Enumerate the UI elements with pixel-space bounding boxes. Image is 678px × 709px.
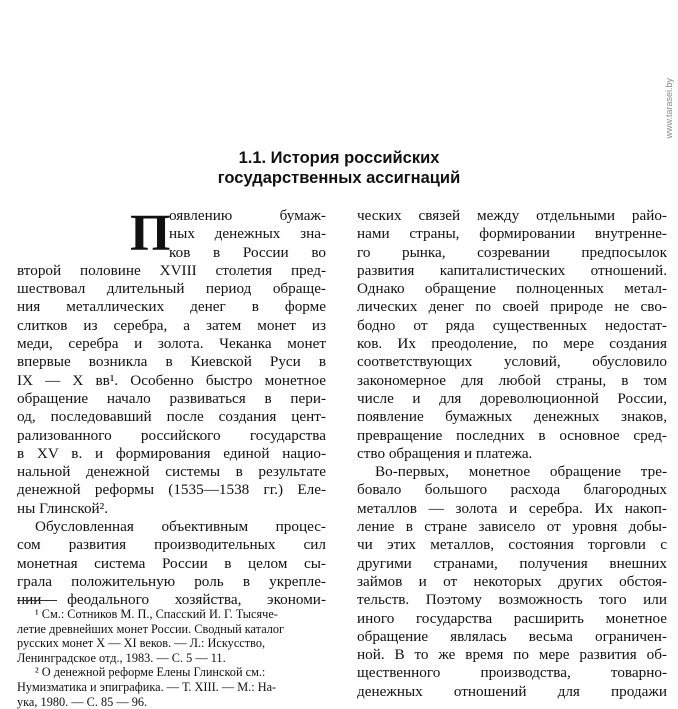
text-line: ны Глинской². bbox=[17, 499, 109, 517]
text-line: меди, серебра и золота. Чеканка монет bbox=[17, 335, 326, 353]
text-line: соответствующих условий, обусловило bbox=[357, 353, 667, 371]
heading-line: 1.1. История российских bbox=[238, 149, 440, 167]
text-line: Однако обращение полноценных метал- bbox=[357, 280, 667, 298]
text-line: щественного производства, товарно- bbox=[357, 664, 667, 682]
text-line: обращение являлась весьма ограничен- bbox=[357, 627, 667, 645]
text-line: другими странами, получения внешних bbox=[357, 554, 667, 572]
text-line: оявлению бумаж- bbox=[169, 207, 326, 224]
text-line: тельств. Поэтому возможность того или bbox=[357, 591, 667, 609]
text-line: займов и от некоторых других обстоя- bbox=[357, 572, 667, 590]
text-line: ния металлических денег в форме bbox=[17, 298, 326, 316]
text-line: металлов — золота и серебра. Их накоп- bbox=[357, 499, 667, 517]
text-line: Обусловленная объективным процес- bbox=[35, 518, 326, 536]
footnote-line: летие древнейших монет России. Сводный каталог bbox=[17, 621, 285, 636]
text-line: обращение начало развиваться в пери- bbox=[17, 389, 326, 407]
footnote-line: ¹ См.: Сотников М. П., Спасский И. Г. Тысяче- bbox=[35, 607, 278, 621]
text-line: бовало большого расхода благородных bbox=[357, 481, 667, 499]
text-line: монетная система России в целом сы- bbox=[17, 554, 326, 572]
text-line: IX — X вв¹. Особенно быстро монетное bbox=[17, 371, 326, 389]
text-line: денежной реформы (1535—1538 гг.) Еле- bbox=[17, 481, 326, 499]
right-column bbox=[357, 207, 667, 701]
footnote-line: ука, 1980. — С. 85 — 96. bbox=[17, 694, 148, 709]
footnote-line: русских монет X — XI веков. — Л.: Искусство, bbox=[17, 636, 266, 651]
left-column bbox=[17, 207, 326, 610]
text-line: иного государства расширить монетное bbox=[357, 609, 667, 627]
text-line: появление бумажных денежных знаков, bbox=[357, 408, 667, 426]
section-heading bbox=[0, 148, 678, 188]
text-line: лических денег по своей природе не сво- bbox=[357, 298, 667, 316]
heading-line: государственных ассигнаций bbox=[217, 169, 461, 187]
text-line: ков. Их преодоление, по мере создания bbox=[357, 335, 667, 353]
watermark: www.tarasei.by bbox=[664, 78, 674, 139]
footnote-line: Нумизматика и эпиграфика. — Т. XIII. — М.: На- bbox=[17, 679, 277, 694]
text-line: денежных отношений для продажи bbox=[357, 682, 667, 700]
text-line: слитков из серебра, а затем монет из bbox=[17, 316, 326, 334]
text-line: нии феодального хозяйства, экономи- bbox=[17, 591, 326, 609]
text-line: грала положительную роль в укрепле- bbox=[17, 572, 326, 590]
text-line: рализованного российского государства bbox=[17, 426, 326, 444]
text-line: впервые возникла в Киевской Руси в bbox=[17, 353, 326, 371]
text-line: ков в России во bbox=[169, 243, 326, 261]
drop-cap: П bbox=[130, 205, 171, 262]
footnote-divider bbox=[17, 600, 57, 601]
text-line: развития капиталистических отношений. bbox=[357, 261, 667, 279]
text-line: второй половине XVIII столетия пред- bbox=[17, 261, 326, 279]
text-line: ство обращения и платежа. bbox=[357, 444, 533, 462]
text-line: превращение последних в основное сред- bbox=[357, 426, 667, 444]
text-line: нальной денежной системы в результате bbox=[17, 463, 326, 481]
text-line: ной. В то же время по мере развития об- bbox=[357, 646, 667, 664]
text-line: нами страны, формировании внутренне- bbox=[357, 225, 667, 243]
text-line: од, последовавший после создания цент- bbox=[17, 408, 326, 426]
footnote-line: Ленинградское отд., 1983. — С. 5 — 11. bbox=[17, 650, 226, 665]
text-line: ных денежных зна- bbox=[169, 225, 326, 243]
text-line: закономерное для любой страны, в том bbox=[357, 371, 667, 389]
text-line: ление в стране зависело от уровня добы- bbox=[357, 518, 667, 536]
text-line: бодно от ряда существенных недостат- bbox=[357, 316, 667, 334]
text-line: чи этих металлов, состояния торговли с bbox=[357, 536, 667, 554]
text-line: шествовал длительный период обраще- bbox=[17, 280, 326, 298]
opening-paragraph bbox=[17, 207, 326, 262]
text-line: ческих связей между отдельными райо- bbox=[357, 207, 667, 224]
text-line: Во-первых, монетное обращение тре- bbox=[375, 463, 667, 481]
footnotes bbox=[17, 600, 326, 709]
text-line: числе и для дореволюционной России, bbox=[357, 389, 667, 407]
text-line: го рынка, созревании предпосылок bbox=[357, 243, 667, 261]
footnote-line: ² О денежной реформе Елены Глинской см.: bbox=[35, 665, 266, 680]
text-line: сом развития производительных сил bbox=[17, 536, 326, 554]
text-line: в XV в. и формирования единой нацио- bbox=[17, 444, 326, 462]
